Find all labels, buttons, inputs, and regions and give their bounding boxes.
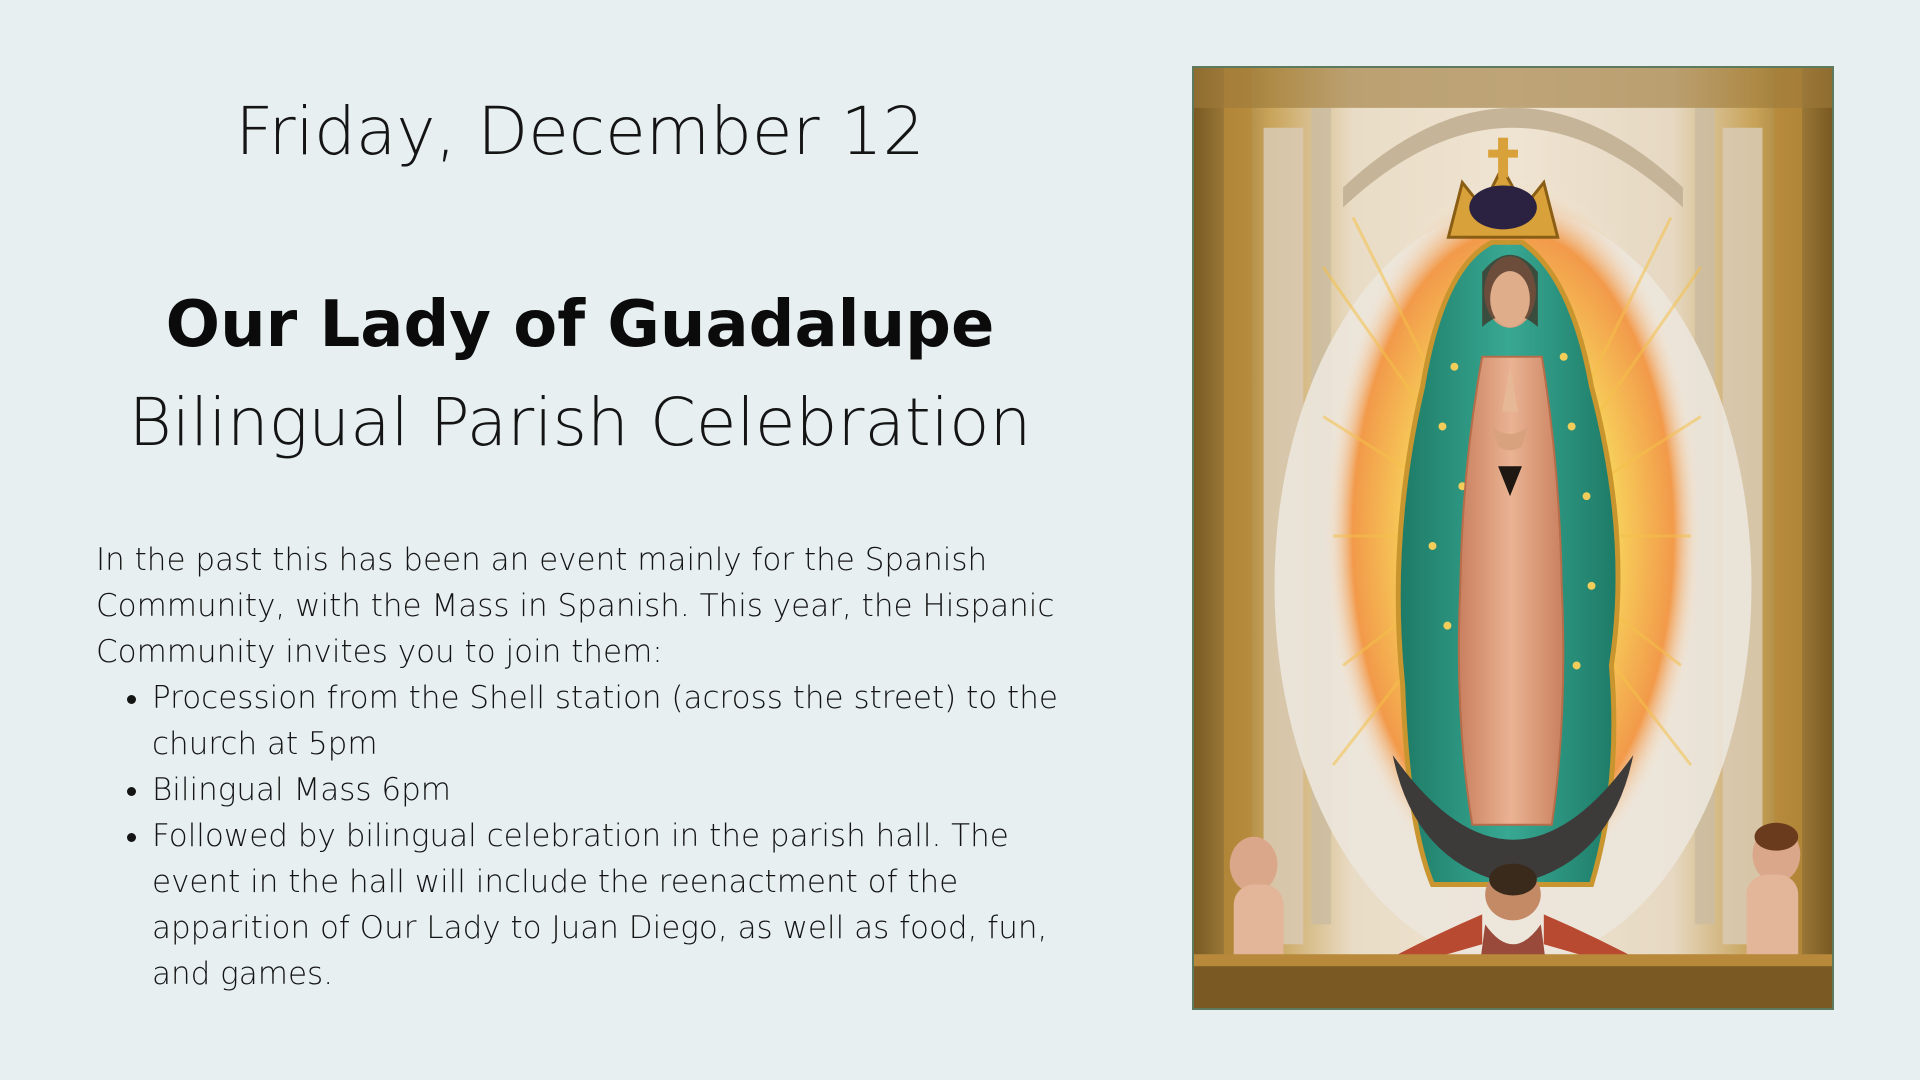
guadalupe-image bbox=[1192, 66, 1834, 1010]
list-item: • Procession from the Shell station (across the street) to the church at 5pm bbox=[152, 675, 1086, 767]
intro-paragraph: In the past this has been an event mainly for the Spanish Community, with the Mass in Spanish. This year, the Hispanic Community invites you to join them: bbox=[96, 542, 1055, 670]
event-subtitle: Bilingual Parish Celebration bbox=[128, 384, 1032, 461]
guadalupe-illustration bbox=[1194, 68, 1832, 1008]
list-item: • Bilingual Mass 6pm bbox=[152, 767, 1086, 813]
date-heading: Friday, December 12 bbox=[235, 93, 925, 170]
event-description bbox=[96, 537, 1086, 997]
event-title: Our Lady of Guadalupe bbox=[165, 288, 995, 362]
list-item: • Followed by bilingual celebration in the parish hall. The event in the hall will include the reenactment of the apparition of Our Lady to Juan Diego, as well as food, fun, and games. bbox=[152, 813, 1086, 997]
event-schedule-list bbox=[96, 675, 1086, 997]
